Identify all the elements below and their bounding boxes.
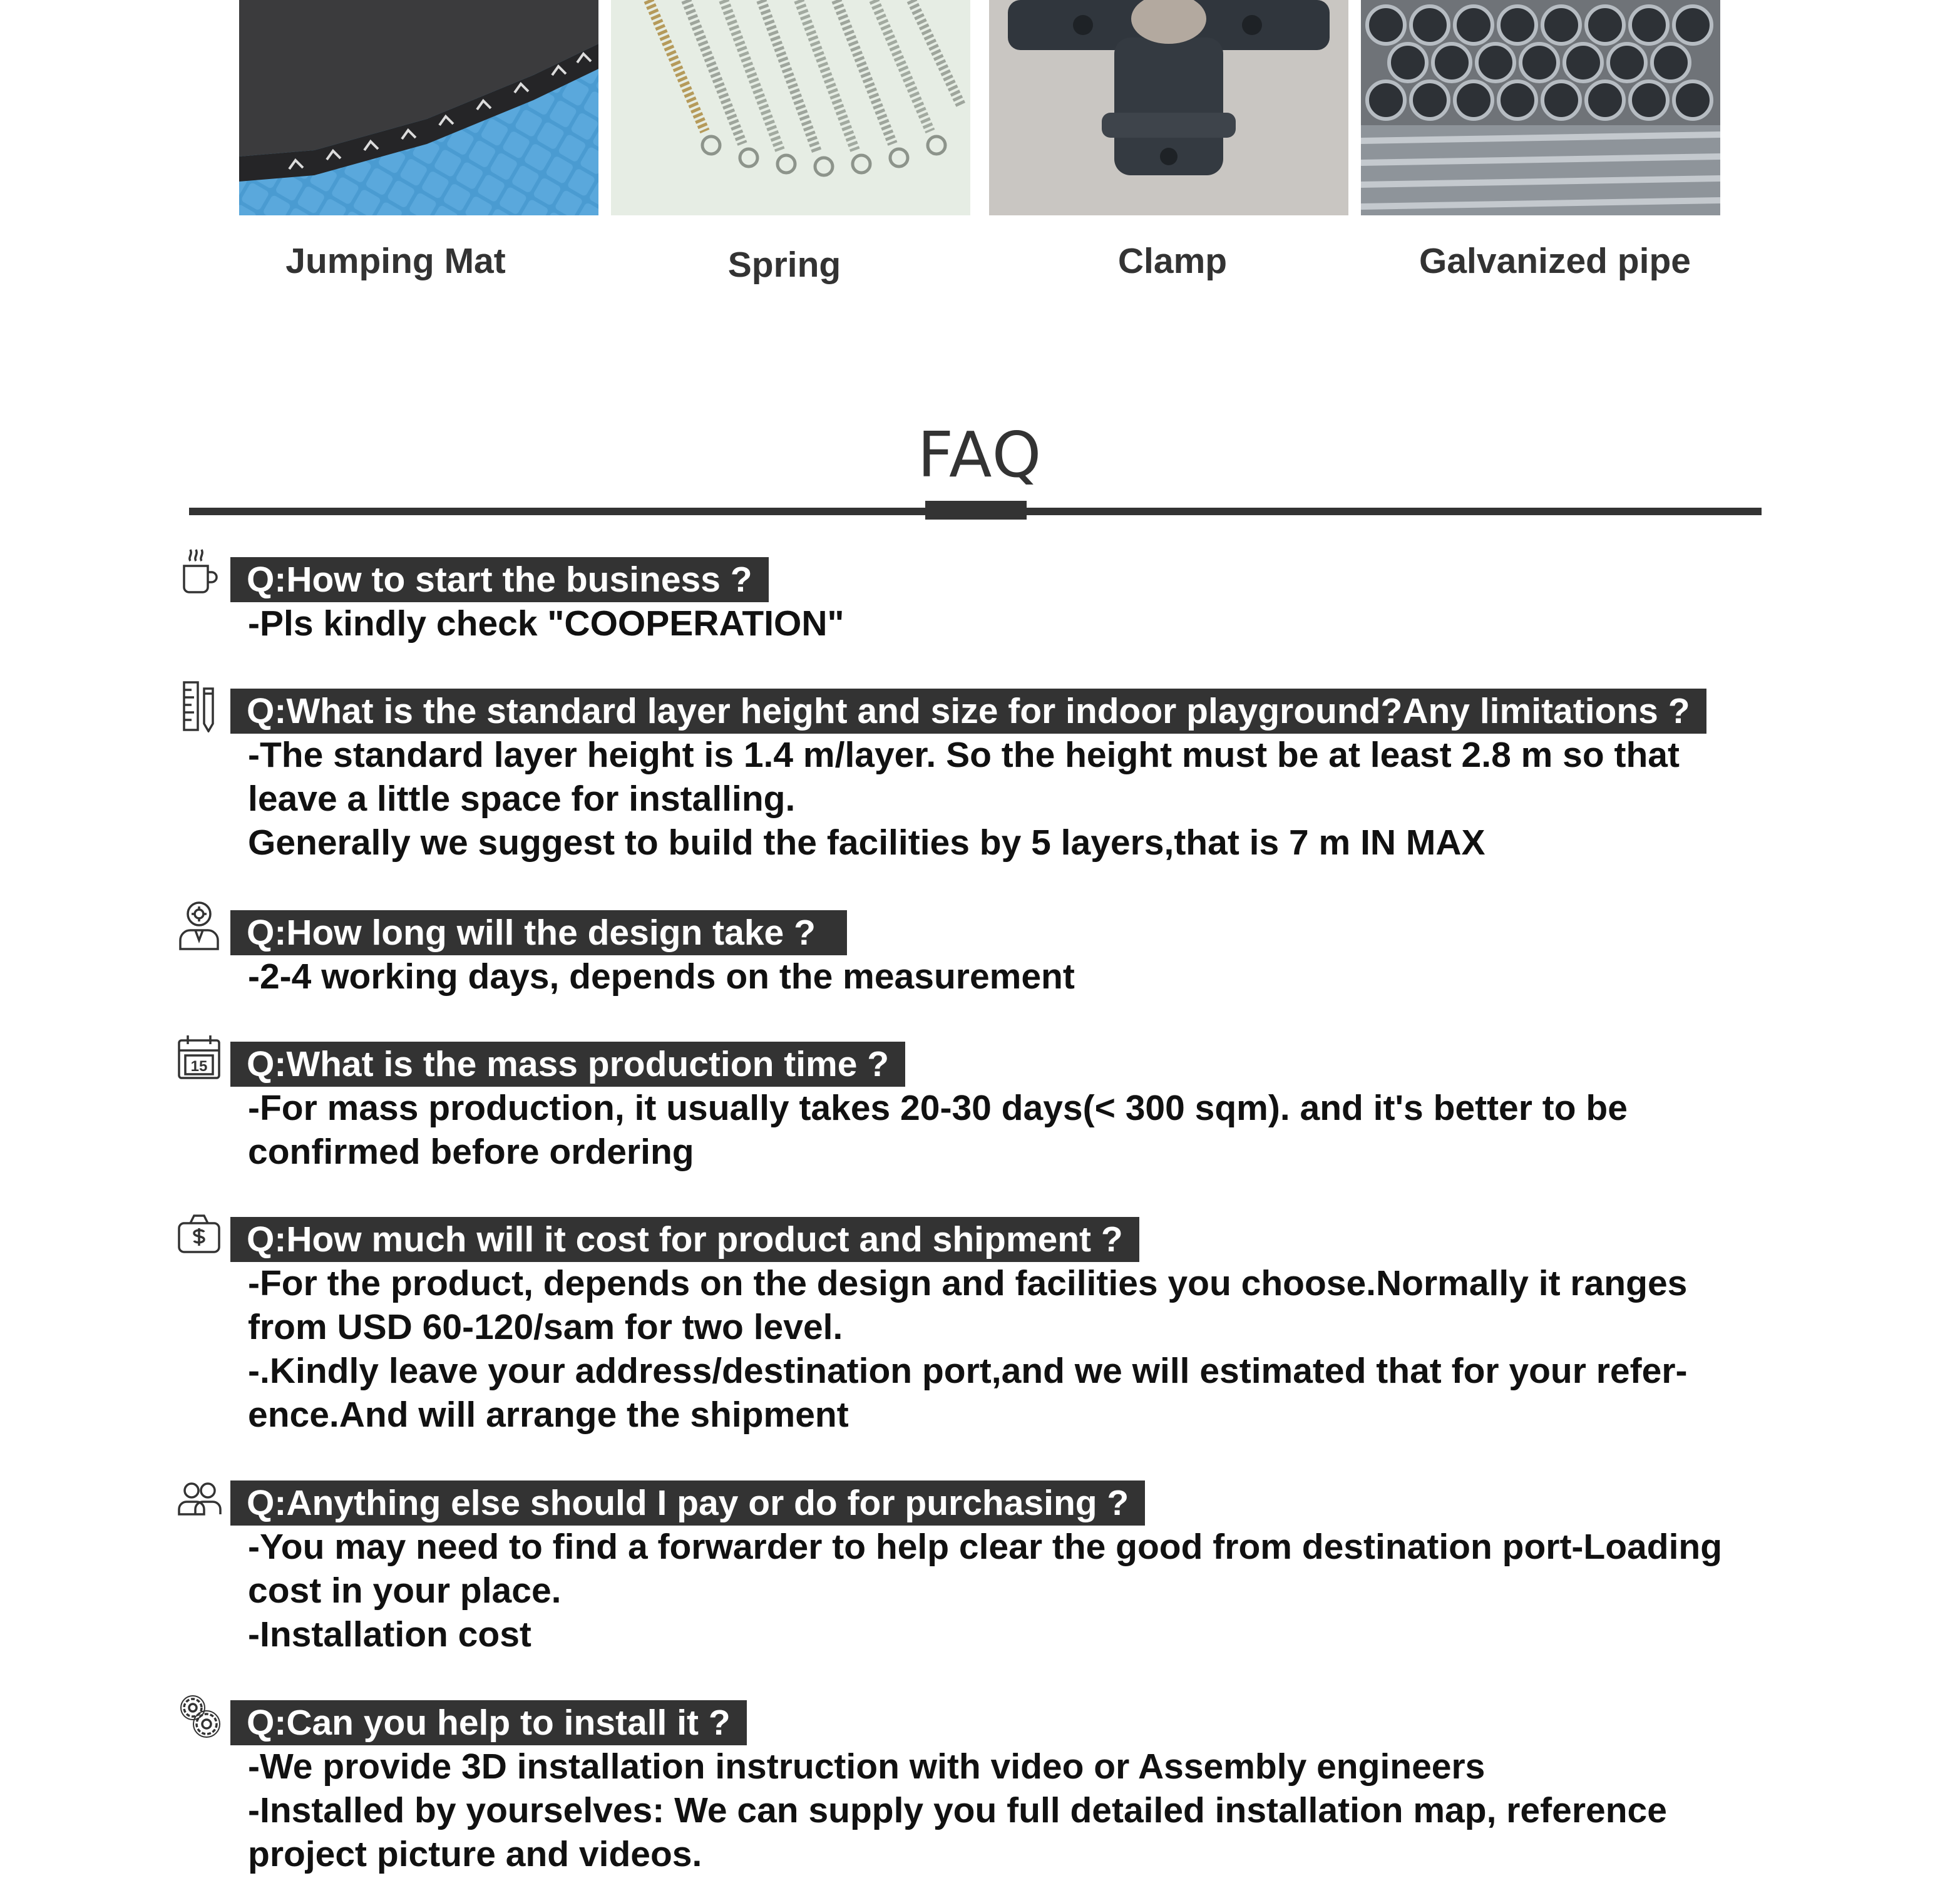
faq-answer-line: -We provide 3D installation instruction with video or Assembly engineers xyxy=(248,1747,1485,1787)
faq-answer-line: from USD 60-120/sam for two level. xyxy=(248,1307,843,1347)
spring-photo xyxy=(611,0,970,215)
faq-answer xyxy=(248,1086,1788,1174)
product-caption: Clamp xyxy=(1117,241,1228,281)
faq-answer-line: -.Kindly leave your address/destination port,and we will estimated that for your refer- xyxy=(248,1351,1688,1391)
faq-question: Q:How to start the business ? xyxy=(230,557,769,602)
money-bag-icon xyxy=(177,1206,222,1258)
faq-answer-line: Generally we suggest to build the facilities by 5 layers,that is 7 m IN MAX xyxy=(248,823,1485,863)
faq-title: FAQ xyxy=(917,418,1043,491)
faq-answer xyxy=(248,955,1788,998)
faq-answer-line: -For mass production, it usually takes 20-30 days(< 300 sqm). and it's better to be xyxy=(248,1088,1628,1128)
faq-answer-line: -2-4 working days, depends on the measurement xyxy=(248,957,1075,997)
faq-answer-line: -Installation cost xyxy=(248,1614,531,1655)
faq-answer xyxy=(248,733,1788,865)
product-strip xyxy=(0,0,1960,357)
faq-answer xyxy=(248,602,1788,645)
faq-question: Q:What is the mass production time ? xyxy=(230,1042,905,1087)
faq-answer-line: cost in your place. xyxy=(248,1571,562,1611)
faq-answer xyxy=(248,1525,1788,1656)
faq-answer-line: confirmed before ordering xyxy=(248,1132,694,1172)
galvanized-pipe-photo xyxy=(1361,0,1720,215)
ruler-pencil-icon xyxy=(177,680,222,732)
faq-question: Q:How long will the design take ? xyxy=(230,910,847,955)
faq-question: Q:How much will it cost for product and shipment ? xyxy=(230,1217,1139,1262)
people-icon xyxy=(177,1473,222,1526)
product-caption: Galvanized pipe xyxy=(1419,241,1691,281)
designer-person-icon xyxy=(177,899,222,952)
faq-answer-line: ence.And will arrange the shipment xyxy=(248,1395,849,1435)
faq-answer xyxy=(248,1261,1788,1437)
faq-answer-line: -The standard layer height is 1.4 m/layer. So the height must be at least 2.8 m so that xyxy=(248,735,1680,775)
jumping-mat-photo xyxy=(239,0,598,215)
calendar-icon xyxy=(177,1032,222,1084)
product-caption: Jumping Mat xyxy=(285,241,506,281)
faq-answer-line: -Pls kindly check "COOPERATION" xyxy=(248,603,844,644)
coffee-cup-icon xyxy=(177,543,222,596)
faq-answer-line: project picture and videos. xyxy=(248,1834,702,1874)
faq-answer xyxy=(248,1745,1788,1876)
faq-answer-line: -You may need to find a forwarder to help clear the good from destination port-Loading xyxy=(248,1527,1723,1567)
product-caption: Spring xyxy=(727,245,841,285)
faq-answer-line: leave a little space for installing. xyxy=(248,779,796,819)
faq-question: Q:Can you help to install it ? xyxy=(230,1700,747,1745)
gears-icon xyxy=(177,1689,222,1742)
faq-divider-accent xyxy=(925,501,1027,520)
faq-answer-line: -For the product, depends on the design and facilities you choose.Normally it ranges xyxy=(248,1263,1688,1303)
clamp-photo xyxy=(989,0,1348,215)
faq-question: Q:Anything else should I pay or do for purchasing ? xyxy=(230,1480,1145,1526)
faq-answer-line: -Installed by yourselves: We can supply you full detailed installation map, reference xyxy=(248,1790,1667,1830)
calendar-day-label: 15 xyxy=(190,1058,208,1075)
faq-question: Q:What is the standard layer height and size for indoor playground?Any limitations ? xyxy=(230,689,1706,734)
